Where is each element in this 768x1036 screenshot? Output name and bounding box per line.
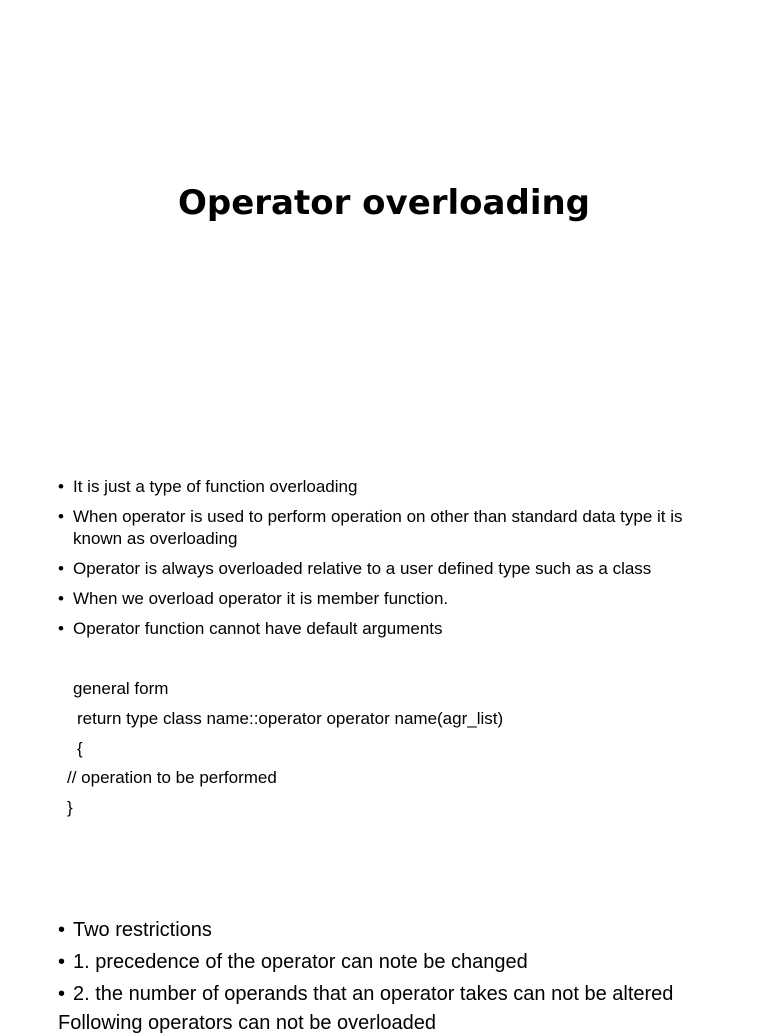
- list-item-text: When operator is used to perform operation on other than standard data type it is known as overloading: [73, 507, 683, 548]
- list-item: [58, 981, 673, 1007]
- list-item: [58, 558, 748, 580]
- list-item: [58, 506, 748, 550]
- bullet-icon: •: [58, 477, 64, 496]
- page-title: Operator overloading: [177, 183, 591, 223]
- list-item-text: Operator function cannot have default arguments: [73, 619, 443, 638]
- bullet-icon: •: [58, 619, 64, 638]
- bullet-icon: •: [58, 589, 64, 608]
- code-line: return type class name::operator operator name(agr_list): [77, 709, 504, 728]
- list-item: [58, 917, 212, 943]
- list-item-text: When we overload operator it is member function.: [73, 589, 449, 608]
- list-item-text: It is just a type of function overloading: [73, 477, 358, 496]
- list-item-text: 1. precedence of the operator can note be changed: [73, 951, 528, 973]
- list-item: [58, 618, 748, 640]
- list-item-text: Two restrictions: [73, 919, 212, 941]
- bullet-icon: •: [58, 919, 66, 941]
- bullet-icon: •: [58, 507, 64, 526]
- code-line: {: [77, 739, 83, 758]
- list-item: [58, 949, 528, 975]
- bullet-icon: •: [58, 951, 66, 973]
- cut-off-line: Following operators can not be overloaded: [58, 1012, 437, 1034]
- code-line: // operation to be performed: [67, 768, 277, 787]
- list-item-text: 2. the number of operands that an operator takes can not be altered: [73, 983, 674, 1005]
- code-line: general form: [73, 679, 169, 698]
- list-item: [58, 476, 748, 498]
- bullet-icon: •: [58, 559, 64, 578]
- list-item: [58, 588, 748, 610]
- code-line: }: [67, 798, 73, 817]
- bullet-icon: •: [58, 983, 66, 1005]
- list-item-text: Operator is always overloaded relative to a user defined type such as a class: [73, 559, 652, 578]
